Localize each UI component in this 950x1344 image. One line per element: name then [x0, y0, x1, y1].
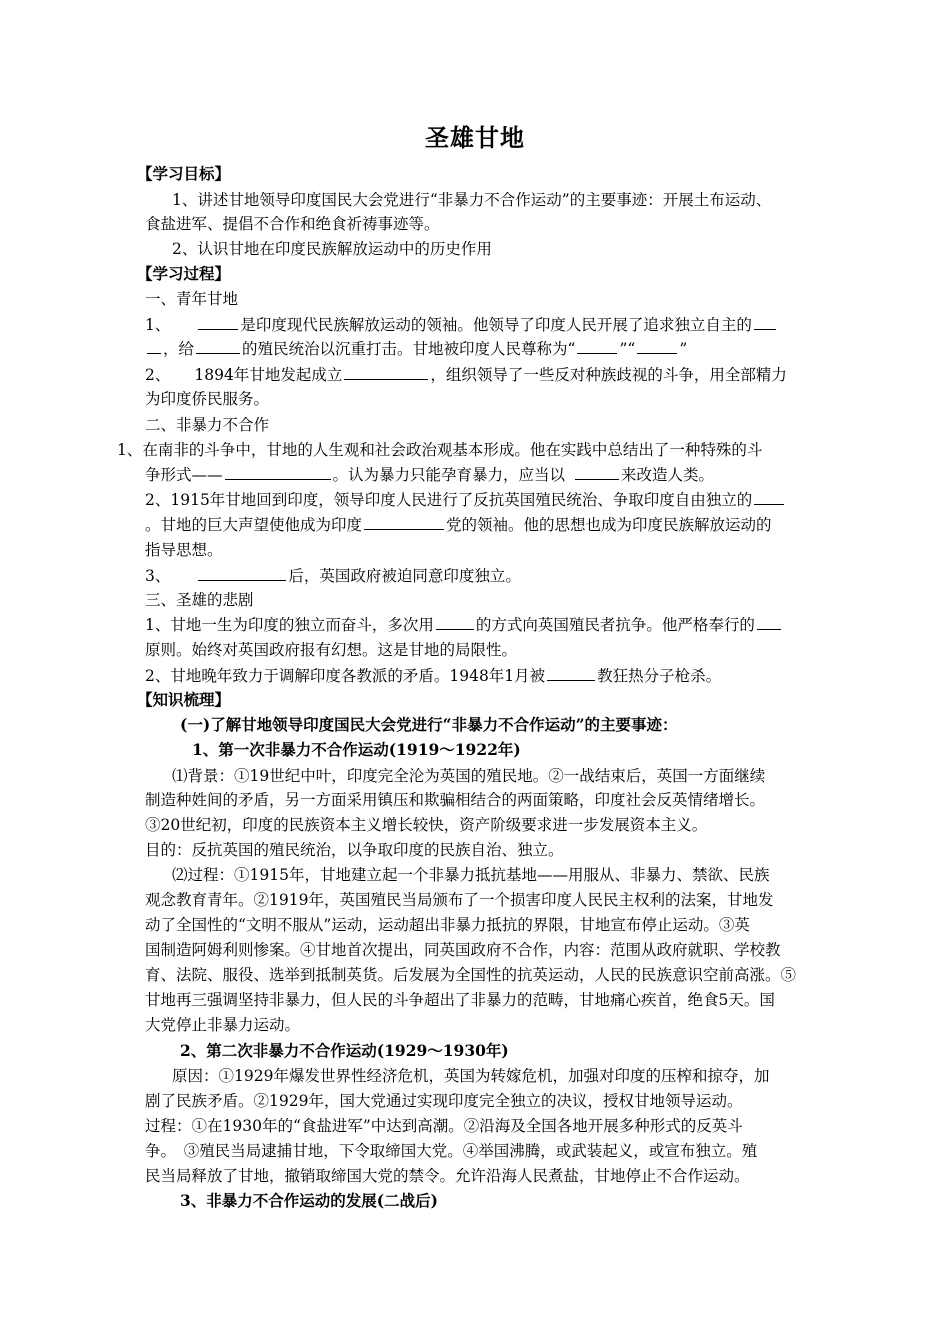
- cause-line-2: 剧了民族矛盾。②1929年，国大党通过实现印度完全独立的决议，授权甘地领导运动。: [145, 1092, 743, 1110]
- item-tragedy-1-line-1: [145, 614, 783, 636]
- text-span: 来改造人类。: [621, 466, 715, 484]
- cause-line-1: 原因：①1929年爆发世界性经济危机，英国为转嫁危机，加强对印度的压榨和掠夺，加: [172, 1067, 770, 1085]
- text-span: 是印度现代民族解放运动的领袖。他领导了印度人民开展了追求独立自主的: [240, 316, 752, 334]
- item-number: 1、: [145, 316, 171, 334]
- text-span: 2、甘地晚年致力于调解印度各教派的矛盾。1948年1月被: [145, 667, 546, 685]
- process-line-4: 国制造阿姆利则惨案。④甘地首次提出，同英国政府不合作，内容：范围从政府就职、学校教: [145, 941, 781, 959]
- fill-blank: [757, 614, 781, 630]
- fill-blank: [147, 338, 161, 354]
- fill-blank: [637, 338, 677, 354]
- item-nonviolence-2-line-1: [145, 489, 786, 511]
- text-span: 1894年甘地发起成立: [194, 366, 343, 384]
- item-2-line-1: [145, 364, 787, 386]
- item-nonviolence-2-line-3: 指导思想。: [145, 541, 223, 559]
- fill-blank: [754, 489, 784, 505]
- salt-march-line-3: 民当局释放了甘地，撤销取缔国大党的禁令。允许沿海人民煮盐，甘地停止不合作运动。: [145, 1167, 750, 1185]
- text-span: 后，英国政府被迫同意印度独立。: [288, 567, 521, 585]
- subsection-heading-2: 二、非暴力不合作: [145, 416, 270, 434]
- item-tragedy-2: [145, 665, 721, 687]
- item-nonviolence-1-line-1: 1、在南非的斗争中，甘地的人生观和社会政治观基本形成。他在实践中总结出了一种特殊的斗: [117, 441, 763, 459]
- background-line-2: 制造种姓间的矛盾，另一方面采用镇压和欺骗相结合的两面策略，印度社会反英情绪增长。: [145, 791, 766, 809]
- purpose-line: 目的：反抗英国的殖民统治，以争取印度的民族自治、独立。: [145, 841, 564, 859]
- item-1-line-2: [145, 338, 687, 360]
- text-span: 1、甘地一生为印度的独立而奋斗，多次用: [145, 616, 434, 634]
- fill-blank: [344, 364, 428, 380]
- objective-1-line-1: 1、讲述甘地领导印度国民大会党进行“非暴力不合作运动”的主要事迹：开展土布运动、: [172, 191, 772, 209]
- fill-blank: [575, 464, 619, 480]
- text-span: ”: [679, 340, 688, 358]
- subsection-heading-1: 一、青年甘地: [145, 290, 239, 308]
- text-span: ，给: [163, 340, 195, 358]
- text-span: 的殖民统治以沉重打击。甘地被印度人民尊称为“: [242, 340, 576, 358]
- section-heading-objectives: 【学习目标】: [137, 164, 231, 183]
- process-line-5: 育、法院、服役、选举到抵制英货。后发展为全国性的抗英运动，人民的民族意识空前高涨。⑤: [145, 966, 797, 984]
- text-span: ，组织领导了一些反对种族歧视的斗争，用全部精力: [430, 366, 787, 384]
- item-number: 2、: [145, 366, 171, 384]
- background-line-3: ③20世纪初，印度的民族资本主义增长较快，资产阶级要求进一步发展资本主义。: [145, 816, 708, 834]
- item-nonviolence-2-line-2: [145, 514, 772, 536]
- process-line-2: 观念教育青年。②1919年，英国殖民当局颁布了一个损害印度人民民主权利的法案，甘地发: [145, 891, 774, 909]
- item-2-line-2: 为印度侨民服务。: [145, 390, 270, 408]
- fill-blank: [754, 314, 776, 330]
- fill-blank: [198, 565, 286, 581]
- text-span: 。认为暴力只能孕育暴力，应当以: [332, 466, 566, 484]
- salt-march-line-2: 争。 ③殖民当局逮捕甘地，下令取缔国大党。④举国沸腾，或武装起义，或宣布独立。殖: [145, 1142, 758, 1160]
- knowledge-subheading-2: 2、第二次非暴力不合作运动(1929～1930年): [180, 1041, 509, 1060]
- knowledge-subheading-1: 1、第一次非暴力不合作运动(1919～1922年): [192, 740, 521, 759]
- item-nonviolence-1-line-2: [145, 464, 714, 486]
- item-1-line-1: [145, 314, 778, 336]
- fill-blank: [436, 614, 474, 630]
- process-line-6: 甘地再三强调坚持非暴力，但人民的斗争超出了非暴力的范畴，甘地痛心疾首，绝食5天。国: [145, 991, 775, 1009]
- text-span: ”“: [619, 340, 636, 358]
- item-nonviolence-3: [145, 565, 521, 587]
- section-heading-knowledge: 【知识梳理】: [137, 690, 231, 709]
- fill-blank: [198, 314, 238, 330]
- document-title: 圣雄甘地: [425, 123, 525, 152]
- process-line-7: 大党停止非暴力运动。: [145, 1016, 301, 1034]
- process-line-1: ⑵过程：①1915年，甘地建立起一个非暴力抵抗基地——用服从、非暴力、禁欲、民族: [172, 866, 770, 884]
- salt-march-line-1: 过程：①在1930年的“食盐进军”中达到高潮。②沿海及全国各地开展多种形式的反英斗: [145, 1117, 743, 1135]
- fill-blank: [364, 514, 444, 530]
- fill-blank: [577, 338, 617, 354]
- knowledge-subheading-3: 3、非暴力不合作运动的发展(二战后): [180, 1191, 438, 1210]
- fill-blank: [196, 338, 240, 354]
- text-span: 党的领袖。他的思想也成为印度民族解放运动的: [446, 516, 772, 534]
- item-tragedy-1-line-2: 原则。始终对英国政府报有幻想。这是甘地的局限性。: [145, 641, 518, 659]
- fill-blank: [547, 665, 595, 681]
- text-span: 争形式——: [145, 466, 223, 484]
- knowledge-heading-1: (一)了解甘地领导印度国民大会党进行“非暴力不合作运动”的主要事迹：: [180, 715, 678, 734]
- objective-1-line-2: 食盐进军、提倡不合作和绝食祈祷事迹等。: [145, 215, 440, 233]
- text-span: 的方式向英国殖民者抗争。他严格奉行的: [475, 616, 755, 634]
- section-heading-process: 【学习过程】: [137, 264, 231, 283]
- fill-blank: [225, 464, 331, 480]
- subsection-heading-3: 三、圣雄的悲剧: [145, 591, 254, 609]
- item-number: 3、: [145, 567, 171, 585]
- background-line-1: ⑴背景：①19世纪中叶，印度完全沦为英国的殖民地。②一战结束后，英国一方面继续: [172, 767, 766, 785]
- text-span: 2、1915年甘地回到印度，领导印度人民进行了反抗英国殖民统治、争取印度自由独立的: [145, 491, 753, 509]
- text-span: 。甘地的巨大声望使他成为印度: [145, 516, 363, 534]
- process-line-3: 动了全国性的“文明不服从”运动，运动超出非暴力抵抗的界限，甘地宣布停止运动。③英: [145, 916, 750, 934]
- objective-2: 2、认识甘地在印度民族解放运动中的历史作用: [172, 240, 492, 258]
- text-span: 教狂热分子枪杀。: [597, 667, 722, 685]
